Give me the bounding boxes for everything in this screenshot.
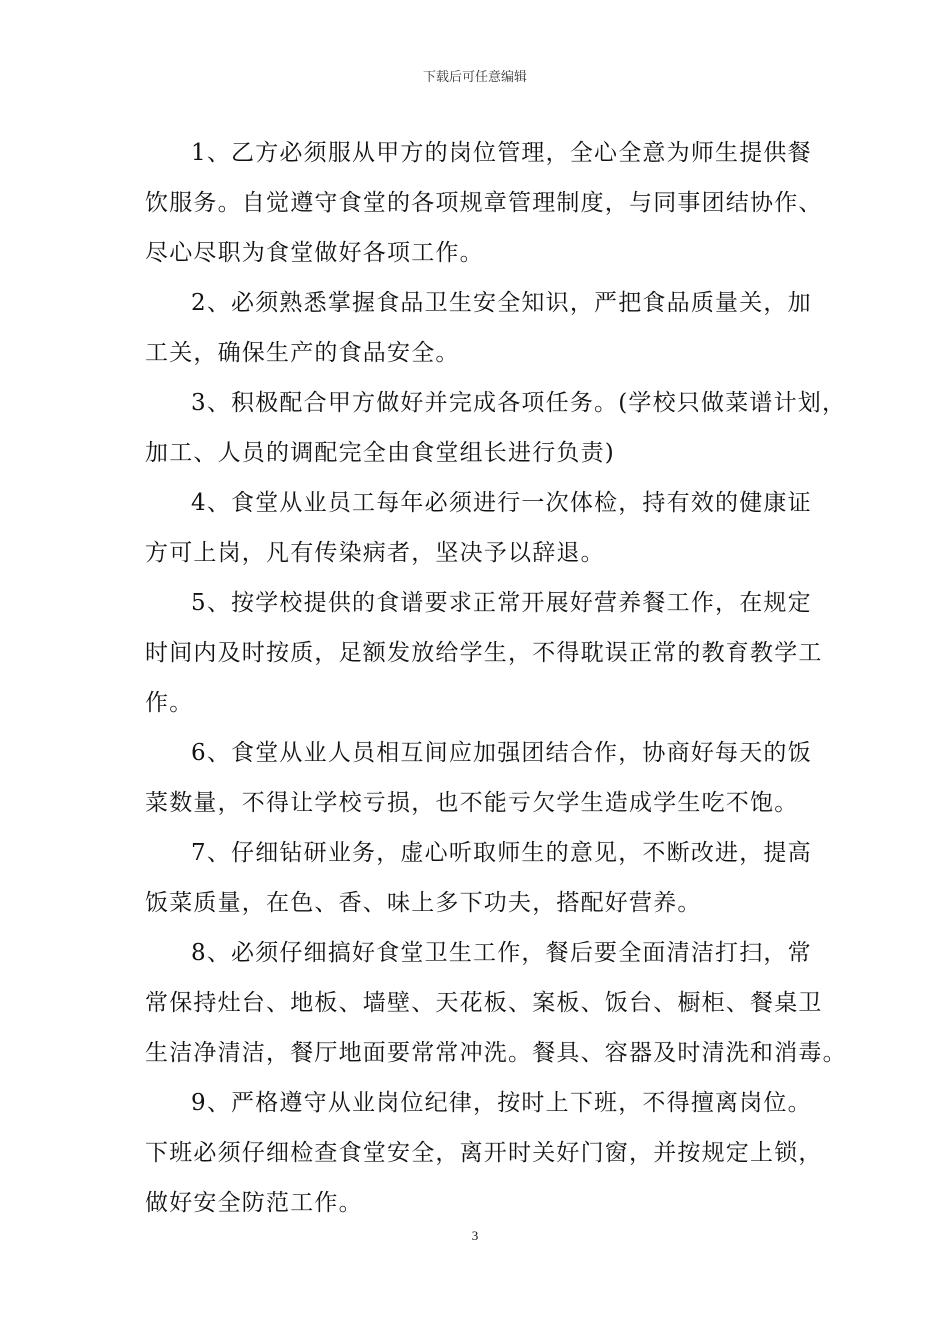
text-line: 饮服务。自觉遵守食堂的各项规章管理制度，与同事团结协作、 — [145, 190, 823, 216]
text-line: 常保持灶台、地板、墙壁、天花板、案板、饭台、橱柜、餐桌卫 — [145, 990, 823, 1016]
text-line: 工关，确保生产的食品安全。 — [145, 340, 460, 366]
text-line: 7、仔细钻研业务，虚心听取师生的意见，不断改进，提高 — [191, 840, 812, 866]
text-line: 8、必须仔细搞好食堂卫生工作，餐后要全面清洁打扫，常 — [191, 940, 812, 966]
text-line: 做好安全防范工作。 — [145, 1190, 363, 1216]
page-header: 下载后可任意编辑 — [422, 70, 527, 85]
text-line: 饭菜质量，在色、香、味上多下功夫，搭配好营养。 — [145, 890, 702, 916]
text-line: 5、按学校提供的食谱要求正常开展好营养餐工作，在规定 — [191, 590, 812, 616]
text-line: 1、乙方必须服从甲方的岗位管理，全心全意为师生提供餐 — [191, 140, 812, 166]
text-line: 加工、人员的调配完全由食堂组长进行负责) — [145, 440, 615, 466]
text-line: 方可上岗，凡有传染病者，坚决予以辞退。 — [145, 540, 605, 566]
text-line: 作。 — [145, 690, 194, 716]
text-line: 3、积极配合甲方做好并完成各项任务。(学校只做菜谱计划， — [191, 390, 847, 416]
text-line: 时间内及时按质，足额发放给学生，不得耽误正常的教育教学工 — [145, 640, 823, 666]
text-line: 2、必须熟悉掌握食品卫生安全知识，严把食品质量关，加 — [191, 290, 812, 316]
page-number: 3 — [471, 1228, 479, 1243]
text-line: 4、食堂从业员工每年必须进行一次体检，持有效的健康证 — [191, 490, 812, 516]
text-line: 尽心尽职为食堂做好各项工作。 — [145, 240, 484, 266]
text-line: 生洁净清洁，餐厅地面要常常冲洗。餐具、容器及时清洗和消毒。 — [145, 1040, 847, 1066]
text-line: 6、食堂从业人员相互间应加强团结合作，协商好每天的饭 — [191, 740, 812, 766]
text-line: 9、严格遵守从业岗位纪律，按时上下班，不得擅离岗位。 — [191, 1090, 812, 1116]
document-body — [145, 128, 847, 1228]
text-line: 下班必须仔细检查食堂安全，离开时关好门窗，并按规定上锁， — [145, 1140, 823, 1166]
text-line: 菜数量，不得让学校亏损，也不能亏欠学生造成学生吃不饱。 — [145, 790, 799, 816]
